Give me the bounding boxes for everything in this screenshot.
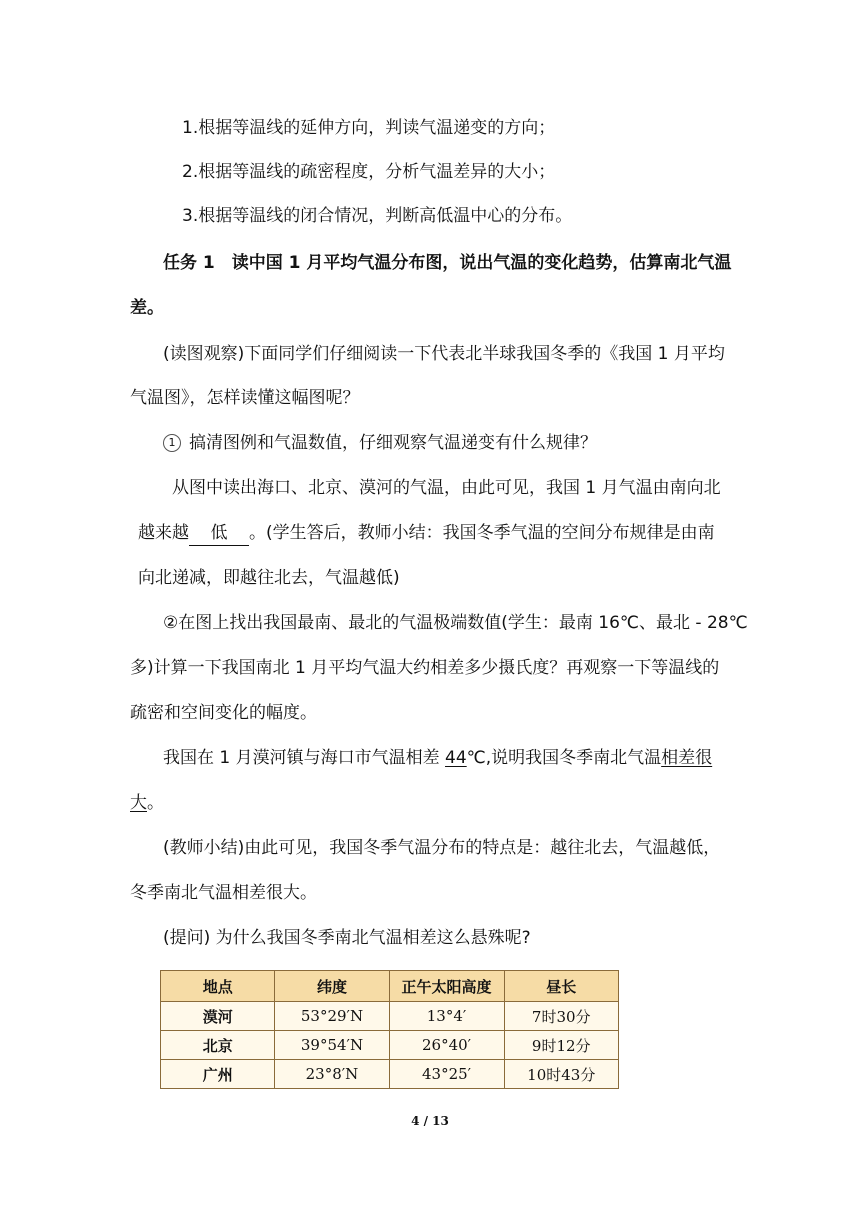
- header-latitude: 纬度: [275, 971, 389, 1002]
- table-cell: 23°8′N: [275, 1060, 389, 1089]
- table-cell: 北京: [161, 1031, 275, 1060]
- step1: [163, 431, 597, 455]
- latitude-table: [160, 970, 619, 1089]
- reading-line1: 从图中读出海口、北京、漠河的气温，由此可见，我国 1 月气温由南向北: [172, 478, 721, 498]
- intro-line1: (读图观察)下面同学们仔细阅读一下代表北半球我国冬季的《我国 1 月平均: [163, 344, 725, 364]
- method-1: 1.根据等温线的延伸方向，判读气温递变的方向；: [182, 118, 556, 138]
- task1-line2: 差。: [130, 298, 164, 318]
- summary-line2: 冬季南北气温相差很大。: [130, 883, 317, 903]
- table-row: [161, 1002, 619, 1031]
- diff-underlined-2: 大: [130, 793, 147, 813]
- header-place: 地点: [161, 971, 275, 1002]
- table-cell: 漠河: [161, 1002, 275, 1031]
- reading-line2-post: 。(学生答后，教师小结：我国冬季气温的空间分布规律是由南: [249, 523, 715, 543]
- diff-line2: [130, 791, 164, 815]
- diff-mid: ℃,说明我国冬季南北气温: [466, 748, 662, 768]
- step2-line1: ②在图上找出我国最南、最北的气温极端数值(学生：最南 16℃、最北 - 28℃: [163, 613, 748, 633]
- table-cell: 7时30分: [504, 1002, 619, 1031]
- intro-line2: 气温图》，怎样读懂这幅图呢？: [130, 388, 360, 408]
- diff-line1: [163, 746, 712, 770]
- answer-blank: 低: [189, 521, 249, 546]
- table-row: [161, 1060, 619, 1089]
- task1-line1: 任务 1 读中国 1 月平均气温分布图，说出气温的变化趋势，估算南北气温: [163, 253, 732, 273]
- table-cell: 26°40′: [389, 1031, 504, 1060]
- table-row: [161, 1031, 619, 1060]
- page-number: 4 / 13: [411, 1114, 449, 1128]
- step2-line3: 疏密和空间变化的幅度。: [130, 703, 317, 723]
- table-cell: 39°54′N: [275, 1031, 389, 1060]
- table-cell: 9时12分: [504, 1031, 619, 1060]
- reading-line2: [138, 521, 715, 546]
- diff-number: 44: [445, 748, 467, 768]
- question: (提问) 为什么我国冬季南北气温相差这么悬殊呢?: [163, 928, 531, 948]
- summary-line1: (教师小结)由此可见，我国冬季气温分布的特点是：越往北去，气温越低，: [163, 838, 721, 858]
- table-cell: 10时43分: [504, 1060, 619, 1089]
- method-3: 3.根据等温线的闭合情况，判断高低温中心的分布。: [182, 206, 573, 226]
- table-cell: 13°4′: [389, 1002, 504, 1031]
- table-cell: 53°29′N: [275, 1002, 389, 1031]
- reading-line2-pre: 越来越: [138, 523, 189, 543]
- step1-number: 1: [163, 434, 181, 452]
- reading-line3: 向北递减，即越往北去，气温越低): [138, 568, 400, 588]
- table-cell: 43°25′: [389, 1060, 504, 1089]
- step1-text: 搞清图例和气温数值，仔细观察气温递变有什么规律？: [189, 433, 597, 453]
- header-noon-sun-altitude: 正午太阳高度: [389, 971, 504, 1002]
- method-2: 2.根据等温线的疏密程度，分析气温差异的大小；: [182, 162, 556, 182]
- table-cell: 广州: [161, 1060, 275, 1089]
- header-day-length: 昼长: [504, 971, 619, 1002]
- diff-underlined-1: 相差很: [661, 748, 713, 768]
- diff-end: 。: [147, 793, 164, 813]
- step2-line2: 多)计算一下我国南北 1 月平均气温大约相差多少摄氏度？再观察一下等温线的: [130, 658, 720, 678]
- table-header-row: [161, 971, 619, 1002]
- diff-pre: 我国在 1 月漠河镇与海口市气温相差: [163, 748, 446, 768]
